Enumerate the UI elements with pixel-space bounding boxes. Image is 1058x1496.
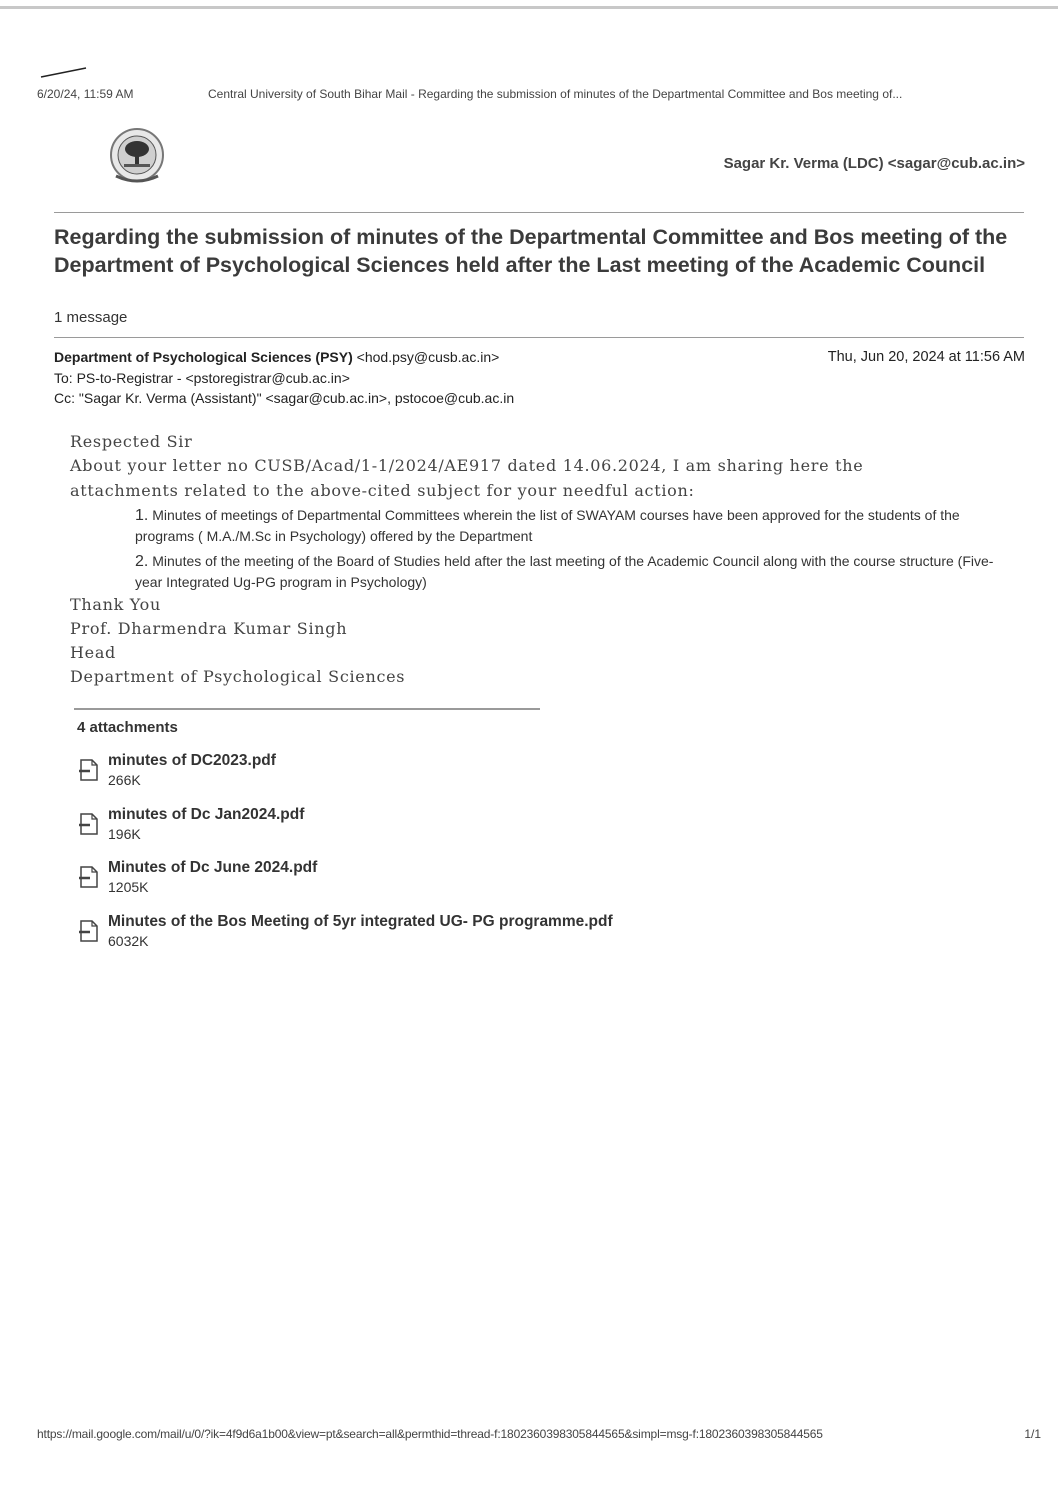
pdf-file-icon — [78, 919, 100, 943]
message-count: 1 message — [54, 309, 128, 326]
attachment-item[interactable] — [76, 859, 776, 899]
pen-mark — [40, 66, 88, 78]
print-page-number: 1/1 — [1024, 1427, 1041, 1441]
list-item-text: Minutes of the meeting of the Board of Studies held after the last meeting of the Academic Council along with the course structure (Five-year Integrated Ug-PG program in Psychology) — [135, 553, 994, 590]
divider — [54, 212, 1024, 213]
signature-line: Head — [70, 643, 117, 662]
pdf-file-icon — [78, 865, 100, 889]
divider — [54, 337, 1024, 338]
scan-edge-line — [0, 6, 1058, 9]
print-datetime: 6/20/24, 11:59 AM — [37, 87, 134, 101]
body-line: About your letter no CUSB/Acad/1-1/2024/AE917 dated 14.06.2024, I am sharing here the — [70, 456, 864, 475]
recipient-cc: Cc: "Sagar Kr. Verma (Assistant)" <sagar@cub.ac.in>, pstocoe@cub.ac.in — [54, 390, 515, 406]
attachment-name[interactable]: Minutes of the Bos Meeting of 5yr integrated UG- PG programme.pdf — [108, 913, 613, 930]
pdf-file-icon — [78, 812, 100, 836]
list-item-number: 1. — [135, 507, 149, 524]
attachment-size: 266K — [108, 772, 141, 788]
sender-email: <hod.psy@cusb.ac.in> — [356, 349, 500, 365]
attachment-name[interactable]: minutes of Dc Jan2024.pdf — [108, 806, 305, 823]
attachment-size: 1205K — [108, 879, 149, 895]
print-footer-url: https://mail.google.com/mail/u/0/?ik=4f9d6a1b00&view=pt&search=all&permthid=thread-f:1802360398305844565&simpl=msg-f:1802360398305844565 — [37, 1427, 823, 1441]
attachment-size: 6032K — [108, 933, 149, 949]
recipient-to: To: PS-to-Registrar - <pstoregistrar@cub.ac.in> — [54, 370, 350, 386]
email-subject: Regarding the submission of minutes of the Departmental Committee and Bos meeting of the Department of Psychological Sciences held after the Last meeting of the Academic Council — [54, 225, 1008, 277]
pdf-file-icon — [78, 758, 100, 782]
print-page-title: Central University of South Bihar Mail - Regarding the submission of minutes of the Departmental Committee and Bos meeting of... — [208, 87, 903, 101]
signature-line: Department of Psychological Sciences — [70, 667, 406, 686]
body-list-item — [135, 551, 995, 593]
signature-line: Thank You — [70, 595, 162, 614]
university-logo — [106, 126, 168, 188]
attachment-item[interactable] — [76, 913, 776, 953]
sender-line — [54, 349, 499, 365]
list-item-number: 2. — [135, 553, 149, 570]
attachment-item[interactable] — [76, 752, 776, 792]
body-greeting: Respected Sir — [70, 432, 193, 451]
list-item-text: Minutes of meetings of Departmental Committees wherein the list of SWAYAM courses have been approved for the students of the programs ( M.A./M.Sc in Psychology) offered by the Department — [135, 507, 960, 544]
account-label: Sagar Kr. Verma (LDC) <sagar@cub.ac.in> — [723, 155, 1025, 172]
message-date: Thu, Jun 20, 2024 at 11:56 AM — [827, 349, 1025, 365]
body-line: attachments related to the above-cited subject for your needful action: — [70, 481, 695, 500]
sender-name: Department of Psychological Sciences (PSY) — [54, 349, 353, 365]
attachment-name[interactable]: Minutes of Dc June 2024.pdf — [108, 859, 318, 876]
attachment-item[interactable] — [76, 806, 776, 846]
attachment-size: 196K — [108, 826, 141, 842]
attachments-count: 4 attachments — [77, 719, 178, 736]
attachment-name[interactable]: minutes of DC2023.pdf — [108, 752, 276, 769]
signature-line: Prof. Dharmendra Kumar Singh — [70, 619, 348, 638]
attachments-divider — [74, 708, 540, 710]
body-list-item — [135, 505, 995, 547]
